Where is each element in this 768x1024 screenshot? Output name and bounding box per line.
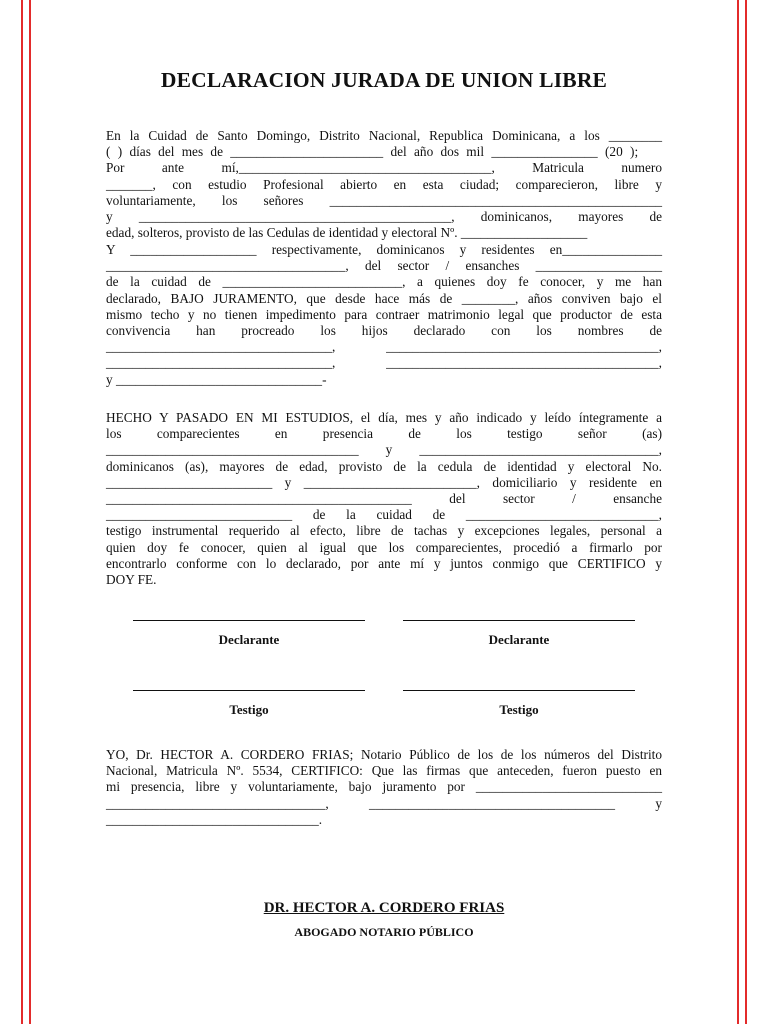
right-border-outer: [745, 0, 747, 1024]
left-border-inner: [29, 0, 31, 1024]
paragraph-line: y _______________________________________________, dominicanos, mayores de: [106, 209, 662, 225]
signature-line: [133, 620, 365, 621]
paragraph-line: _______, con estudio Profesional abierto en esta ciudad; comparecieron, libre y: [106, 176, 662, 192]
paragraph-line: voluntariamente, los señores __________________________________________________: [106, 192, 662, 208]
paragraph-declaration: [106, 242, 662, 388]
paragraph-line: __________________________________, _________________________________________,: [106, 355, 662, 371]
paragraph-line: convivencia han procreado los hijos declarado con los nombres de: [106, 323, 662, 339]
notary-name: DR. HECTOR A. CORDERO FRIAS: [263, 900, 505, 916]
paragraph-line: ______________________________________________ del sector / ensanche: [106, 491, 662, 507]
notary-title: ABOGADO NOTARIO PÚBLICO: [294, 925, 474, 939]
paragraph-line: ________________________________.: [106, 811, 323, 827]
paragraph-line: dominicanos (as), mayores de edad, provisto de la cedula de identidad y electoral No.: [106, 458, 662, 474]
paragraph-line: Por ante mí,______________________________________, Matricula numero: [106, 160, 662, 176]
left-border-outer: [21, 0, 23, 1024]
signature-testigo-2: [403, 690, 635, 718]
paragraph-line: mismo techo y no tienen impedimento para contraer matrimonio legal que productor de esta: [106, 306, 662, 322]
paragraph-line: En la Cuidad de Santo Domingo, Distrito Nacional, Republica Dominicana, a los ________: [106, 128, 662, 143]
signature-line: [403, 690, 635, 691]
signature-declarante-2: [403, 620, 635, 648]
paragraph-line: ____________________________________, del sector / ensanches ___________________: [106, 258, 662, 274]
paragraph-line: _________________________ y __________________________, domiciliario y residente en: [106, 474, 662, 490]
signature-line: [133, 690, 365, 691]
paragraph-line: DOY FE.: [106, 572, 157, 588]
paragraph-line: HECHO Y PASADO EN MI ESTUDIOS, el día, mes y año indicado y leído íntegramente a: [106, 410, 662, 425]
signature-line: [403, 620, 635, 621]
signature-declarante-1: [133, 620, 365, 648]
paragraph-line: ____________________________ de la cuidad de _____________________________,: [106, 507, 662, 523]
paragraph-notary-certification: [106, 747, 662, 828]
paragraph-line: ______________________________________ y ____________________________________,: [106, 442, 662, 458]
right-border-inner: [737, 0, 739, 1024]
paragraph-line: YO, Dr. HECTOR A. CORDERO FRIAS; Notario Público de los de los números del Distrito: [106, 747, 662, 762]
paragraph-line: __________________________________, _________________________________________,: [106, 339, 662, 355]
signature-testigo-1: [133, 690, 365, 718]
paragraph-line: y _______________________________-: [106, 371, 327, 387]
paragraph-line: ( ) días del mes de _______________________ del año dos mil ________________ (20 );: [106, 144, 639, 160]
signature-label: Testigo: [229, 702, 269, 717]
paragraph-line: testigo instrumental requerido al efecto, libre de tachas y excepciones legales, personal a: [106, 523, 662, 539]
paragraph-line: encontrarlo conforme con lo declarado, por ante mí y juntos conmigo que CERTIFICO y: [106, 555, 662, 571]
signature-label: Testigo: [499, 702, 539, 717]
paragraph-line: mi presencia, libre y voluntariamente, bajo juramento por ____________________________: [106, 779, 662, 795]
document-title: DECLARACION JURADA DE UNION LIBRE: [160, 68, 608, 92]
paragraph-line: de la cuidad de ___________________________, a quienes doy fe conocer, y me han: [106, 274, 662, 290]
paragraph-line: Nacional, Matricula Nº. 5534, CERTIFICO: Que las firmas que anteceden, fueron puesto en: [106, 763, 662, 779]
paragraph-line: quien doy fe conocer, quien al igual que los comparecientes, procedió a firmarlo por: [106, 539, 662, 555]
paragraph-line: _________________________________, _____________________________________ y: [106, 795, 662, 811]
paragraph-opening: [106, 128, 662, 241]
paragraph-line: declarado, BAJO JURAMENTO, que desde hace más de ________, años conviven bajo el: [106, 290, 662, 306]
paragraph-line: edad, solteros, provisto de las Cedulas de identidad y electoral Nº. ___________________: [106, 225, 588, 241]
paragraph-line: los comparecientes en presencia de los testigo señor (as): [106, 426, 662, 442]
paragraph-witnesses: [106, 410, 662, 588]
paragraph-line: Y ___________________ respectivamente, dominicanos y residentes en_______________: [106, 242, 662, 257]
signature-label: Declarante: [488, 632, 550, 647]
signature-label: Declarante: [218, 632, 280, 647]
